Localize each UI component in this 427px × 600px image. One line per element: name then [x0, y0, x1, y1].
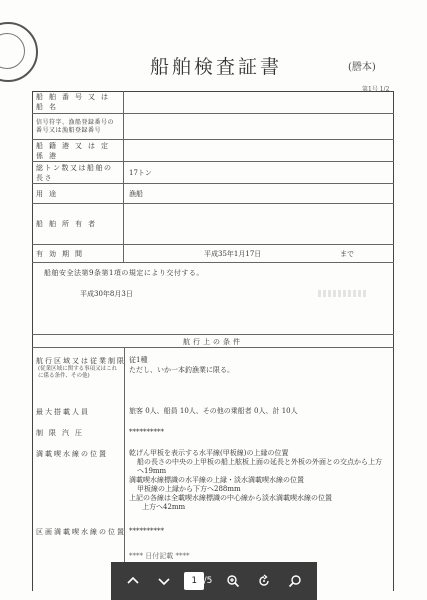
row-purpose	[32, 184, 394, 204]
load-line-line: 満載喫水線標識の水平線の上縁・淡水満載喫水線の位置	[129, 476, 304, 484]
row-label: 信号符字、漁船登録番号の番号又は漁船登録番号	[32, 114, 124, 139]
row-gross-tonnage	[32, 162, 394, 184]
rotate-icon	[257, 574, 271, 588]
load-line-line: 甲板線の上縁から下方へ288mm	[137, 485, 241, 493]
row-owner	[32, 204, 394, 245]
load-line-line: 船の長さの中央の上甲板の船上舷板上面の延長と外板の外面との交点から上方へ19mm	[137, 458, 382, 475]
zoom-in-button[interactable]	[222, 570, 244, 592]
zoom-in-icon	[226, 574, 240, 588]
row-label: 船舶番号又は船名	[32, 91, 124, 113]
page-number-input[interactable]: 1	[184, 572, 204, 590]
conditions-header: 航行上の条件	[32, 334, 394, 348]
faint-stamp	[318, 290, 366, 297]
row-validity	[32, 245, 394, 263]
chevron-up-icon	[126, 574, 140, 588]
pressure-value: **********	[129, 428, 164, 436]
validity-until: まで	[340, 249, 354, 258]
zone-label: 区画満載喫水線の位置	[36, 528, 126, 536]
navigation-area-value: 従1種	[129, 356, 148, 364]
footer-partial-text: **** 日付記載 ****	[129, 552, 190, 560]
next-page-button[interactable]	[153, 570, 175, 592]
capacity-value: 旅客 0人、船員 10人、その他の乗船者 0人、計 10人	[129, 407, 298, 415]
navigation-area-sublabel: (従業区域に関する事項又はこれに係る条件、その他)	[38, 366, 118, 379]
capacity-label: 最大搭載人員	[36, 408, 90, 416]
chevron-down-icon	[157, 574, 171, 588]
copy-mark: (謄本)	[348, 62, 376, 73]
load-line-line: 上方へ42mm	[142, 503, 186, 511]
row-value: 17トン	[129, 168, 152, 177]
zone-value: **********	[129, 527, 164, 535]
row-home-port	[32, 140, 394, 162]
row-ship-name	[32, 91, 394, 114]
pressure-label: 制限汽圧	[36, 429, 88, 437]
row-label: 有効期間	[32, 245, 124, 262]
row-value: 漁船	[129, 189, 143, 198]
row-label: 総トン数又は船舶の長さ	[32, 162, 124, 183]
previous-page-button[interactable]	[122, 570, 144, 592]
load-line-line: 乾げん甲板を表示する水平線(甲板線)の上縁の位置	[129, 449, 289, 457]
search-icon	[288, 574, 302, 588]
document-title: 船舶検査証書	[150, 56, 283, 78]
conditions-divider	[124, 348, 125, 591]
issue-date: 平成30年8月3日	[80, 290, 133, 298]
page-total: /5	[203, 576, 213, 586]
official-seal	[0, 22, 38, 82]
rotate-button[interactable]	[253, 570, 275, 592]
pdf-toolbar	[111, 562, 317, 600]
load-line-label: 満載喫水線の位置	[36, 450, 108, 458]
row-label: 船舶所有者	[32, 204, 124, 244]
navigation-area-note: ただし、いか一本釣漁業に限る。	[129, 366, 234, 374]
issuance-statement: 船舶安全法第9条第1項の規定により交付する。	[44, 269, 204, 277]
navigation-area-label: 航行区域又は従業制限	[36, 357, 126, 365]
row-label: 用途	[32, 184, 124, 203]
row-signal-letters	[32, 114, 394, 140]
row-label: 船籍港又は定係港	[32, 140, 124, 161]
validity-date: 平成35年1月17日	[204, 249, 262, 258]
page-reference: 第1号 1/2	[362, 86, 390, 93]
search-button[interactable]	[284, 570, 306, 592]
load-line-line: 上記の各線は全載喫水線標識の中心線から淡水満載喫水線の位置	[129, 494, 332, 502]
